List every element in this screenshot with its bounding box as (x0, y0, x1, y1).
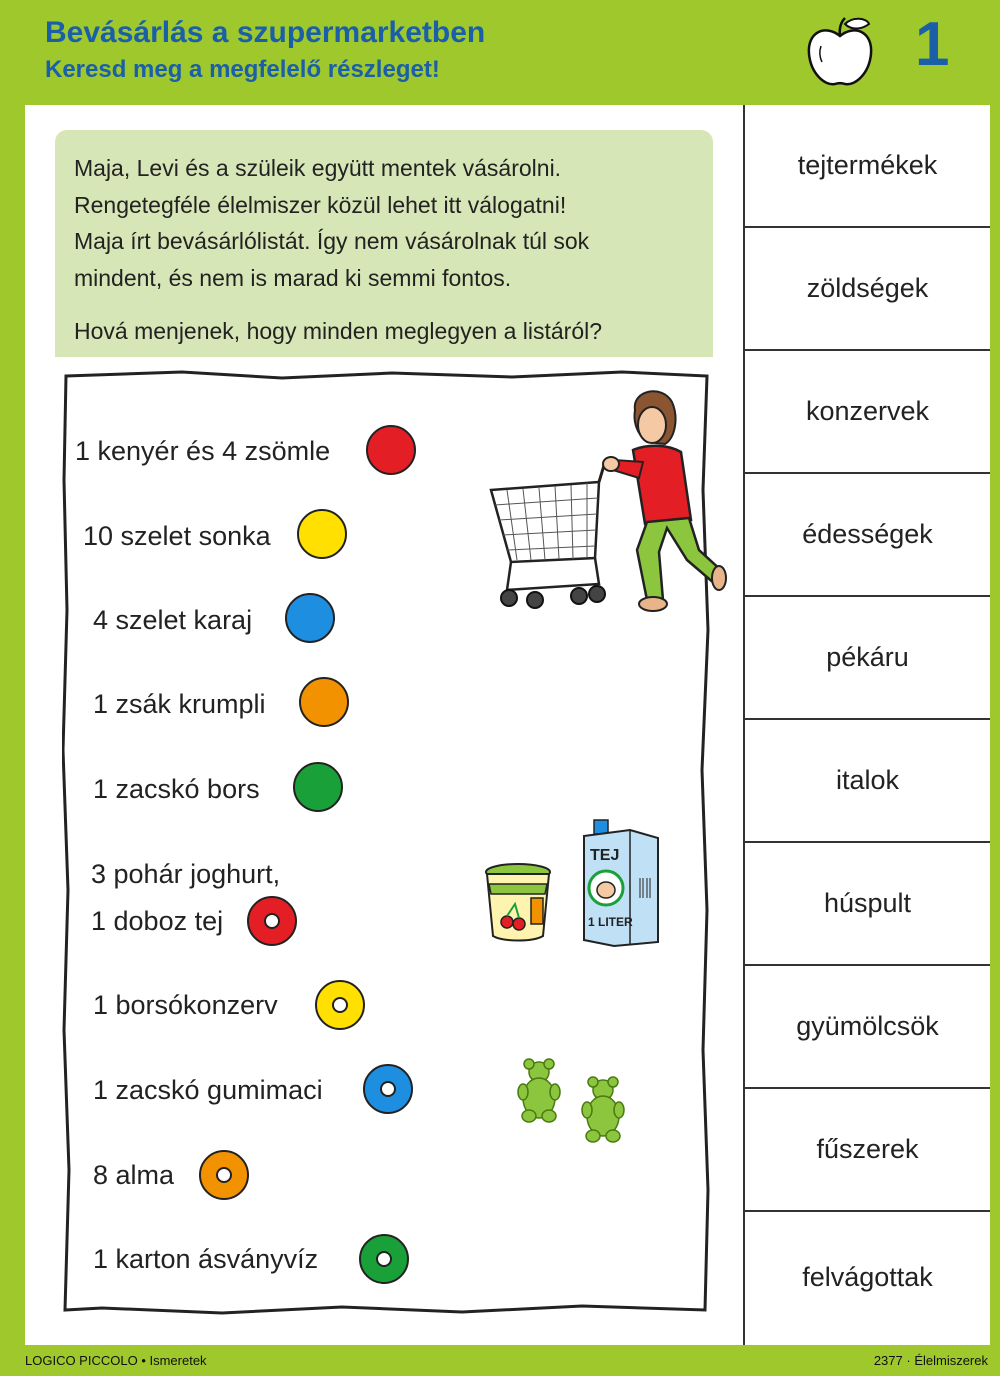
department-cell (745, 105, 990, 228)
intro-line: Rengetegféle élelmiszer közül lehet itt válogatni! (74, 191, 567, 218)
footer-topic: Élelmiszerek (914, 1353, 988, 1368)
list-item: 1 kenyér és 4 zsömle (75, 436, 331, 466)
gummy-bears-icon (517, 1058, 633, 1148)
department-label: italok (835, 765, 900, 795)
intro-question: Hová menjenek, hogy minden meglegyen a listáról? (74, 318, 603, 344)
color-ring-marker (247, 896, 297, 946)
list-item-second-line: 1 doboz tej (91, 906, 224, 936)
woman-with-cart-icon (487, 390, 727, 615)
department-cell (745, 1089, 990, 1212)
list-item: 1 zacskó gumimaci (93, 1075, 323, 1105)
department-label: húspult (823, 888, 912, 918)
department-label: zöldségek (806, 273, 929, 303)
color-dot-marker (297, 509, 347, 559)
department-label: édességek (802, 519, 933, 549)
departments-column (743, 105, 990, 1345)
department-cell (745, 720, 990, 843)
apple-icon (805, 14, 875, 88)
department-cell (745, 966, 990, 1089)
color-ring-marker (315, 980, 365, 1030)
color-dot-marker (299, 677, 349, 727)
color-ring-marker (363, 1064, 413, 1114)
footer-category: Ismeretek (149, 1353, 207, 1368)
department-cell (745, 474, 990, 597)
department-label: pékáru (826, 642, 909, 672)
list-item: 10 szelet sonka (83, 521, 271, 551)
department-cell (745, 597, 990, 720)
footer-brand: LOGICO PICCOLO • Ismeretek (25, 1353, 207, 1368)
footer-code: 2377 · Élelmiszerek (873, 1353, 988, 1368)
department-cell (745, 843, 990, 966)
footer-brand-name: LOGICO PICCOLO (25, 1353, 138, 1368)
color-dot-marker (366, 425, 416, 475)
color-dot-marker (285, 593, 335, 643)
list-item: 1 zsák krumpli (93, 689, 266, 719)
color-ring-marker (359, 1234, 409, 1284)
list-item: 8 alma (93, 1160, 175, 1190)
header (0, 0, 1000, 105)
department-cell (745, 228, 990, 351)
color-dot-marker (293, 762, 343, 812)
intro-line: Maja írt bevásárlólistát. Így nem vásárolnak túl sok (74, 228, 590, 254)
footer-code-number: 2377 (873, 1353, 903, 1368)
intro-line: mindent, és nem is marad ki semmi fontos. (74, 264, 512, 291)
main-panel (25, 105, 743, 1345)
department-cell (745, 351, 990, 474)
intro-text-box (55, 130, 713, 357)
department-cell (745, 1212, 990, 1342)
milk-volume: 1 LITER (588, 915, 633, 929)
list-item: 1 borsókonzerv (93, 990, 278, 1020)
color-ring-marker (199, 1150, 249, 1200)
milk-label: TEJ (590, 847, 620, 864)
department-label: gyümölcsök (796, 1011, 939, 1041)
milk-carton-icon (580, 818, 662, 948)
yogurt-cup-icon (483, 862, 553, 944)
department-label: konzervek (805, 396, 930, 426)
list-item: 3 pohár joghurt, (91, 859, 281, 889)
list-item: 1 karton ásványvíz (93, 1244, 319, 1274)
list-item: 4 szelet karaj (93, 605, 253, 635)
card-number: 1 (915, 10, 950, 79)
department-label: tejtermékek (797, 150, 938, 180)
department-label: felvágottak (802, 1261, 933, 1292)
intro-line: Maja, Levi és a szüleik együtt mentek vásárolni. (74, 155, 562, 181)
list-item: 1 zacskó bors (93, 774, 260, 804)
page-subtitle: Keresd meg a megfelelő részleget! (45, 56, 440, 83)
department-label: fűszerek (816, 1134, 919, 1164)
page-title: Bevásárlás a szupermarketben (45, 16, 486, 49)
